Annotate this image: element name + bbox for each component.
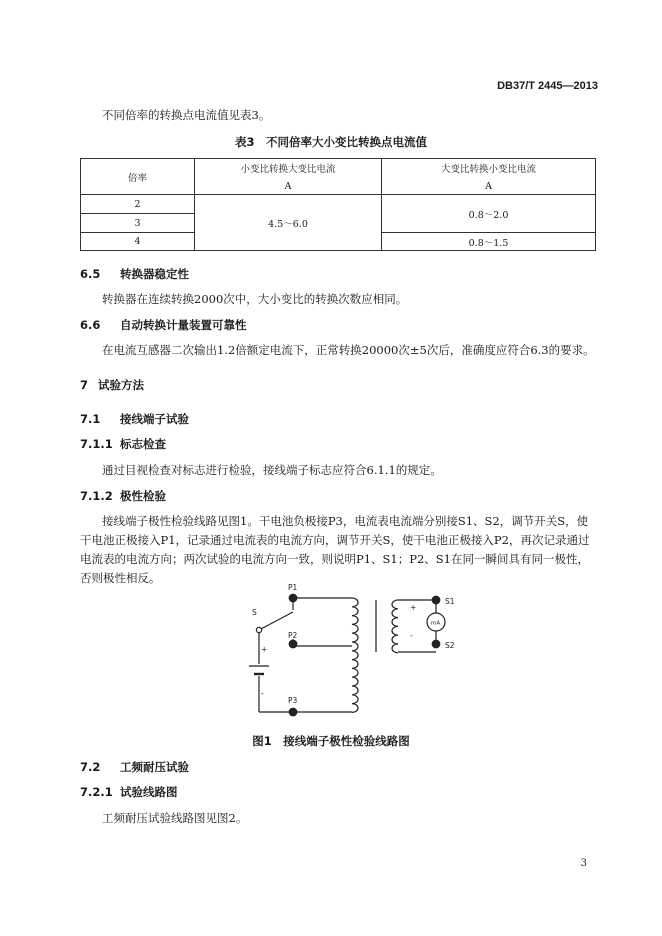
table3: [80, 158, 596, 251]
figure1-circuit: [245, 582, 465, 722]
label-p1: P1: [288, 583, 298, 592]
heading-7-2-1: [80, 784, 178, 800]
s1-terminal-dot: [432, 596, 440, 604]
paragraph-6-5: 转换器在连续转换2000次中，大小变比的转换次数应相同。: [102, 292, 408, 306]
section-number: 6.6: [80, 318, 101, 332]
s2-terminal-dot: [432, 640, 440, 648]
label-p2: P2: [288, 631, 298, 640]
table-row: [81, 195, 596, 214]
label-s: S: [252, 608, 257, 617]
heading-7-2: [80, 759, 189, 775]
intro-line: 不同倍率的转换点电流值见表3。: [102, 108, 271, 122]
heading-7: [80, 377, 144, 393]
ratio-cell: 2: [81, 195, 195, 214]
label-s1: S1: [445, 597, 455, 606]
col2-unit: A: [284, 181, 292, 192]
section-title: 极性检验: [120, 489, 166, 503]
label-minus: -: [261, 689, 264, 698]
p2-terminal-dot: [289, 640, 297, 648]
label-plus: +: [261, 645, 268, 654]
large-to-small-cell-1: 0.8～2.0: [382, 195, 596, 233]
label-meter: mA: [431, 620, 441, 627]
section-title: 自动转换计量装置可靠性: [120, 318, 247, 332]
page-number: 3: [580, 858, 587, 869]
switch-blade: [259, 612, 293, 630]
paragraph-7-2-1: 工频耐压试验线路图见图2。: [102, 811, 248, 825]
section-title: 标志检查: [120, 437, 166, 451]
col-header-small-to-large: [195, 159, 382, 195]
section-number: 7.2.1: [80, 785, 113, 799]
document-id: DB37/T 2445—2013: [497, 80, 598, 92]
col-header-large-to-small: [382, 159, 596, 195]
heading-6-6: [80, 317, 247, 333]
ratio-cell: 3: [81, 214, 195, 233]
section-number: 7.1.2: [80, 489, 113, 503]
ratio-cell: 4: [81, 233, 195, 251]
large-to-small-cell-2: 0.8～1.5: [382, 233, 596, 251]
col-header-ratio: 倍率: [81, 159, 195, 195]
paragraph-6-6: 在电流互感器二次输出1.2倍额定电流下，正常转换20000次±5次后，准确度应符合6.3的要求。: [102, 343, 595, 357]
table-header-row: [81, 159, 596, 195]
table3-caption: 表3 不同倍率大小变比转换点电流值: [235, 135, 427, 149]
label-sec-minus: -: [410, 631, 413, 640]
section-title: 试验线路图: [120, 785, 178, 799]
switch-pivot: [256, 627, 261, 632]
heading-7-1-2: [80, 488, 166, 504]
section-title: 试验方法: [98, 378, 144, 392]
section-title: 转换器稳定性: [120, 267, 189, 281]
section-title: 工频耐压试验: [120, 760, 189, 774]
section-number: 6.5: [80, 267, 101, 281]
label-s2: S2: [445, 641, 455, 650]
small-to-large-cell: 4.5～6.0: [195, 195, 382, 251]
secondary-coil: [392, 600, 398, 653]
section-number: 7.1.1: [80, 437, 113, 451]
section-title: 接线端子试验: [120, 412, 189, 426]
section-number: 7: [80, 378, 89, 392]
col3-header-text: 大变比转换小变比电流: [440, 164, 536, 175]
paragraph-7-1-1: 通过目视检查对标志进行检验，接线端子标志应符合6.1.1的规定。: [102, 463, 442, 477]
section-number: 7.1: [80, 412, 101, 426]
label-sec-plus: +: [410, 603, 417, 612]
p1-terminal-dot: [289, 594, 297, 602]
heading-7-1-1: [80, 436, 166, 452]
figure1-caption: 图1 接线端子极性检验线路图: [252, 734, 410, 748]
p3-terminal-dot: [289, 708, 297, 716]
label-p3: P3: [288, 696, 298, 705]
heading-7-1: [80, 411, 189, 427]
col3-unit: A: [485, 181, 492, 192]
paragraph-7-1-2: 接线端子极性检验线路见图1。干电池负极接P3，电流表电流端分别接S1、S2，调节开关S，使干电池正极接入P1，记录通过电流表的电流方向，调节开关S，使干电池正极接入P2，再次记录通过电流表的电流方向；两次试验的电流方向一致，则说明P1、S1；P2、S1在同一瞬间具有同一极性，否则极性相反。: [80, 514, 590, 585]
primary-coil: [340, 598, 358, 712]
col2-header-text: 小变比转换大变比电流: [240, 164, 336, 175]
section-number: 7.2: [80, 760, 101, 774]
heading-6-5: [80, 266, 189, 282]
